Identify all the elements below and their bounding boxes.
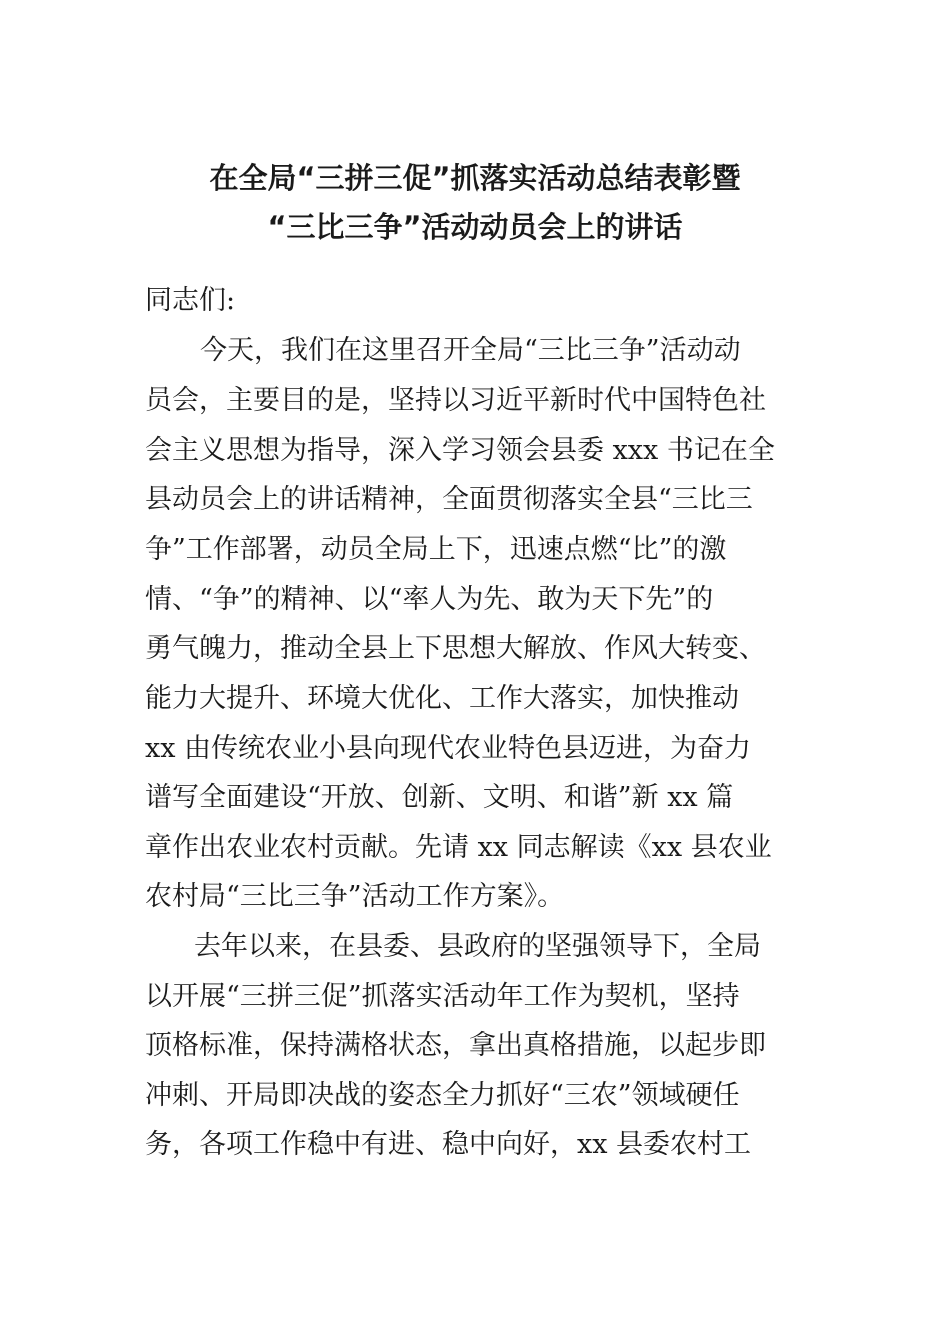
- paragraph-1-line-11: 章作出农业农村贡献。先请 xx 同志解读《xx 县农业: [145, 832, 772, 863]
- paragraph-1-line-4: 县动员会上的讲话精神，全面贯彻落实全县“三比三: [145, 484, 753, 515]
- paragraph-1-line-12: 农村局“三比三争”活动工作方案》。: [145, 881, 565, 912]
- paragraph-1-line-9: xx 由传统农业小县向现代农业特色县迈进，为奋力: [145, 733, 752, 764]
- paragraph-1-line-7: 勇气魄力，推动全县上下思想大解放、作风大转变、: [145, 633, 766, 664]
- paragraph-2-line-5: 务，各项工作稳中有进、稳中向好，xx 县委农村工: [145, 1129, 752, 1160]
- salutation: 同志们:: [145, 285, 236, 316]
- paragraph-2-line-1: 去年以来，在县委、县政府的坚强领导下，全局: [194, 931, 761, 962]
- paragraph-1-line-1: 今天，我们在这里召开全局“三比三争”活动动: [200, 335, 741, 366]
- paragraph-2-line-2: 以开展“三拼三促”抓落实活动年工作为契机，坚持: [145, 981, 740, 1012]
- paragraph-1-line-6: 情、“争”的精神、以“率人为先、敢为天下先”的: [145, 584, 714, 615]
- document-title-line-1: 在全局“三拼三促”抓落实活动总结表彰暨: [209, 161, 741, 195]
- paragraph-1-line-8: 能力大提升、环境大优化、工作大落实，加快推动: [145, 683, 739, 714]
- paragraph-2-line-3: 顶格标准，保持满格状态，拿出真格措施，以起步即: [145, 1030, 766, 1061]
- document-title-line-2: “三比三争”活动动员会上的讲话: [267, 210, 683, 244]
- paragraph-1-line-2: 员会，主要目的是，坚持以习近平新时代中国特色社: [145, 385, 766, 416]
- paragraph-1-line-10: 谱写全面建设“开放、创新、文明、和谐”新 xx 篇: [145, 782, 734, 813]
- paragraph-2-line-4: 冲刺、开局即决战的姿态全力抓好“三农”领域硬任: [145, 1080, 740, 1111]
- paragraph-1-line-5: 争”工作部署，动员全局上下，迅速点燃“比”的激: [145, 534, 727, 565]
- paragraph-1-line-3: 会主义思想为指导，深入学习领会县委 xxx 书记在全: [145, 435, 775, 466]
